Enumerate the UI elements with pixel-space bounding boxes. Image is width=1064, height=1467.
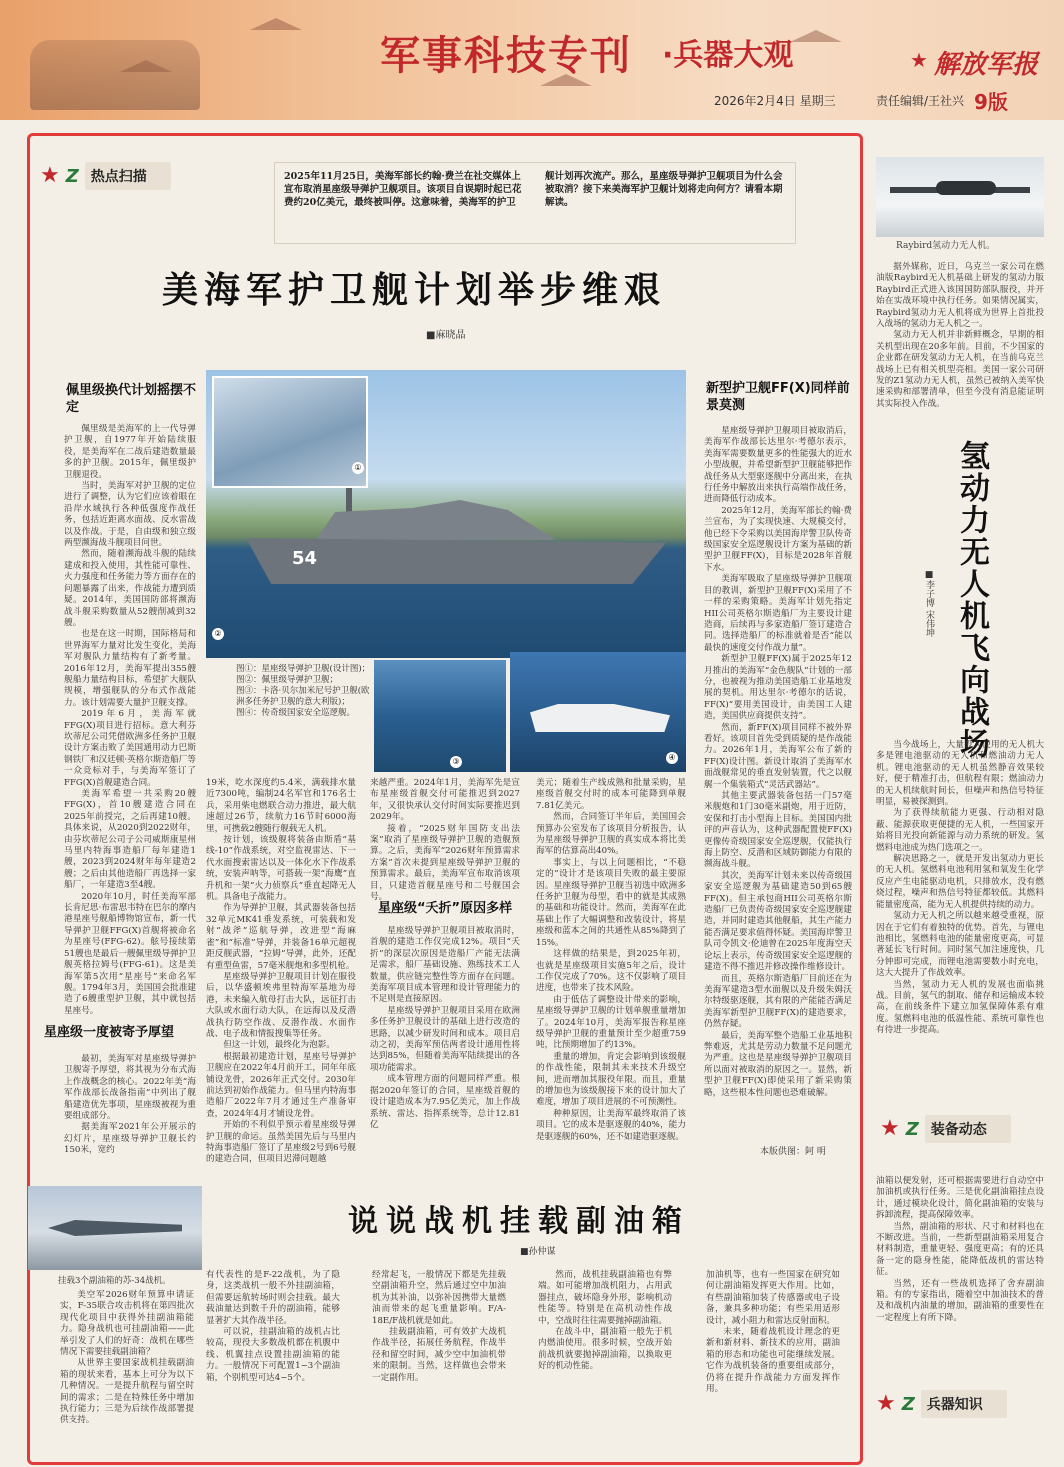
paragraph: 19米，吃水深度约5.4米，满载排水量近7300吨，编制24名军官和176名士兵，采用柴电燃联合动力推进，最大航速超过26节，续航力16节时6000海里，可携载2艘随行舰载无人机。 [206,778,356,834]
paragraph: 油箱以便发射，还可根据需要进行自动空中加油机或执行任务。三是优化副油箱挂点设计，通过模块化设计，简化副油箱的安装与拆卸流程，提高保障效率。 [876,1176,1044,1221]
paragraph: 然而，战机挂载副油箱也有弊端。如可能增加战机阻力，占用武器挂点，破坏隐身外形，影响机动性能等。特别是在高机动性作战中，空战时往往需要抛掉副油箱。 [538,1270,672,1326]
bottom-photo-caption: 挂载3个副油箱的苏-34战机。 [58,1276,171,1286]
paragraph: 当然，氢动力无人机的发展也面临挑战。目前，氢气的制取、储存和运输成本较高，在前线条件下建立加氢保障体系有难度。氢燃料电池的低温性能、系统可靠性也有待进一步提高。 [876,979,1044,1036]
column-3 [370,778,520,903]
z-logo-icon: Z [901,1393,915,1415]
photo-number-1: ① [352,462,364,474]
paragraph: 美海军吸取了星座级导弹护卫舰项目的教训，新型护卫舰FF(X)采用了不一样的采购策略。美海军计划先指定HII公司英格尔斯造船厂为主要设计建造商，后续再与多家造船厂签订建造合同。选择造船厂的标准就着是否“能以最快的速度交付作战力量”。 [704,574,852,653]
section-tag-label: 热点扫描 [85,162,171,190]
paragraph: 从世界主要国家战机挂载副油箱的现状来看，基本上可分为以下几种情况。一是提升航程与留空时间的需求；二是在特殊任务中增加执行能力；三是为后续作战部署提供支持。 [60,1358,194,1426]
bottom-column-2 [206,1270,340,1460]
jet-silhouette [790,30,842,42]
paragraph: 作为导弹护卫舰，其武器装备包括32单元MK41垂发系统，可装载和发射“战斧”巡航导弹，改进型“海麻雀”和“标准”导弹，并装备16单元超视距反舰武器，“拉姆”导弹，此外，还配有重型鱼雷，57毫米舰炮和多型机枪。 [206,903,356,971]
drone-body [936,181,996,195]
paragraph: 挂载副油箱，可有效扩大战机作战半径，拓展任务航程，作战半径和留空时间，减少空中加油机带来的限制。当然，这样做也会带来一定副作用。 [372,1327,506,1383]
cutter-hull [530,704,670,732]
star-icon: ★ [880,1116,900,1141]
paragraph: 其次，美海军计划未来以传奇级国家安全巡逻舰为基础建造50到65艘FF(X)。但主承包商HII公司英格尔斯造船厂已负责传奇级国家安全巡逻舰建造，并同时建造其他舰船，其生产能力能否满足要求值得怀疑。美国海岸警卫队司令凯文·伦迪曾在2025年度海空天论坛上表示，传奇级国家安全巡逻舰的建造不得不推迟并修改操作维修设计。 [704,870,852,973]
masthead-subtitle: ·兵器大观 [662,38,794,73]
subheading-constellation: 星座级一度被寄予厚望 [44,1025,175,1040]
lead-box [274,162,796,244]
caption-line: 图②：佩里级导弹护卫舰； [236,675,339,685]
photo-bergamini-frigate [374,660,506,772]
paragraph: 然而，合同签订半年后，美国国会预算办公室发布了该项目分析报告，认为星座级导弹护卫舰的真实成本将比美海军的估算高出40%。 [536,812,686,857]
caption-line: 图④：传奇级国家安全巡逻舰。 [236,708,356,718]
paragraph: 根据最初建造计划，星座号导弹护卫舰应在2022年4月前开工，同年年底铺设龙骨，2026年正式交付。2030年前达到初始作战能力。但马里内特海事造船厂2022年7月才通过生产准备审查，2024年4月才铺设龙骨。 [206,1051,356,1119]
bottom-right-column [876,1176,1044,1382]
paragraph: 当然，副油箱的形状、尺寸和材料也在不断改进。当前，一些新型副油箱采用复合材料制造，重量更轻、强度更高；有的还具备一定的隐身性能，能降低战机的雷达特征。 [876,1221,1044,1278]
caption-line: 图③：卡洛·贝尔加米尼号护卫舰(欧洲多任务护卫舰的意大利版)； [236,686,370,707]
paragraph: 2019年6月，美海军就FFG(X)项目进行招标。意大利芬坎蒂尼公司凭借欧洲多任务护卫舰设计方案击败了美国通用动力巴斯钢铁厂和汉廷顿·英格尔斯造船厂等一众竞标对手，与美海军签订了FFG(X)首舰建造合同。 [64,709,196,788]
paragraph: 星座级导弹护卫舰项目被取消后，美海军作战部长达里尔·考德尔表示，美海军需要数量更多的性能强大的近水小型战舰，并希望新型护卫舰能够把作战任务从大型驱逐舰中分离出来，在执行任务中解放出来执行高端作战任务，进而降低行动成本。 [704,426,852,505]
column-3b [370,926,520,1154]
paragraph: 美海军希望一共采购20艘FFG(X)，首10艘建造合同在2025年前授完，之后再建10艘。具体来说，从2020到2022财年，由芬坎蒂尼公司子公司威斯康星州马里内特海事造船厂每年建造1艘，2023到2024财年每年建造2艘；之后由其他造船厂再选择一家船厂，一年建造3至4艘。 [64,789,196,891]
paragraph: 星座级导弹护卫舰项目计划在服役后，以华盛顿埃弗里特海军基地为母港，未来编入航母打击大队，远征打击大队或水面行动大队，在远海以及反潜战执行防空作战、反潜作战、水面作战、电子战和情报搜集等任务。 [206,971,356,1039]
paragraph: 按计划，该级舰将装备由斯盾“基线-10”作战系统，对空监视雷达、下一代水面搜索雷达以及一体化水下作战系统，安装声呐等，可搭载一架“海鹰”直升机和一架“火力侦察兵”垂直起降无人机。具备电子战能力。 [206,835,356,903]
paragraph: 接着，“2025财年国防支出法案”取消了星座级导弹护卫舰的造舰预算。之后，美海军“2026财年预算需求方案”首次未提到星座级导弹护卫舰的预算需求。最后，美海军宣布取消该项目，只建造首舰星座号和二号舰国会号。 [370,823,520,903]
section-tag-equipment [880,1115,1011,1143]
section-tag-hot [40,162,171,190]
issue-date: 2026年2月4日 星期三 [714,94,836,108]
paragraph: 但这一计划，最终化为泡影。 [223,1040,335,1051]
paragraph: 然而，随着濒海战斗舰的陆续建成和投入使用，其性能可靠性、火力强度和任务能力等方面存在的问题暴露了出来，作战能力遭到质疑。2014年，美国国防部将濒海战斗舰采购数量从52艘削减到32艘。 [64,549,196,628]
paragraph: 然而，新FF(X)项目同样不被外界看好。该项目首先受到质疑的是作战能力。2026年1月，美海军公布了新的FF(X)设计图。新设计取消了美海军水面战舰常见的垂直发射装置，代之以舰艉一个集装箱式“灵活武器站”。 [704,722,852,790]
paragraph: 解决思路之一，就是开发出氢动力更长的无人机。氢燃料电池利用氢和氧发生化学反应产生电能驱动电机，只排放水，没有燃烧过程，噪声和热信号特征都较低。其燃料能量密度高，能为无人机提供持续的动力。 [876,854,1044,910]
paragraph: 成本管理方面的问题同样严重。根据2020年签订的合同，星座级首舰的设计建造成本为7.95亿美元，加上作战系统、雷达、指挥系统等，总计12.81亿 [370,1074,520,1130]
section-tag-label: 兵器知识 [921,1390,1007,1418]
paragraph: 可以说，挂副油箱的战机占比较高，现役大多数战机都在机腹中线、机翼挂点设置挂副油箱的能力。一般情况下可配置1~3个副油箱，个别机型可达4~5个。 [206,1327,340,1383]
paragraph: 星座级导弹护卫舰项目采用在欧洲多任务护卫舰设计的基础上进行改造的思路，以减少研发时间和成本。项目启动之初，美海军预估两者设计通用性将达到85%，但随着美海军陆续提出的各项功能需求。 [370,1005,520,1073]
paragraph: 而且，英格尔斯造船厂目前还在为美海军建造3型水面舰以及升级朱姆沃尔特级驱逐舰，其有限的产能能否满足美海军新型护卫舰FF(X)的建造要求，仍然存疑。 [704,973,852,1030]
paragraph: 为了获得续航能力更强、行动相对隐蔽、能源获取更便捷的无人机，一些国家开始将目光投向新能源与动力系统的研发。氢燃料电池成为热门选项之一。 [876,808,1044,853]
jet-fuselage [48,1220,182,1236]
paragraph: 其他主要武器装备包括一门57毫米舰炮和1门30毫米副炮，用于近防，安保和打击小型海上目标。美国国内批评的声音认为，这种武器配置使FF(X)更像传奇级国家安全巡逻舰，仅能执行海上防空、反潜和区域防御能力有限的濒海战斗舰。 [704,791,852,870]
z-logo-icon: Z [905,1118,919,1140]
lead-paragraph: 2025年11月25日，美海军部长约翰·费兰在社交媒体上宣布取消星座级导弹护卫舰项目。该项目自误期时起已花费约20亿美元，最终被叫停。这意味着，美海军的护卫舰计划再次流产。那么，星座级导弹护卫舰项目为什么会被取消？接下来美海军护卫舰计划将走向何方？请看本期解读。 [284,171,783,208]
paragraph: 重量的增加，肯定会影响到该级舰的作战性能，限制其未来技术升级空间，进而增加其服役年限。而且，重量的增加也为该级舰接下来的设计加大了难度，增加了项目进展的不可预测性。 [536,1051,686,1108]
editor-credit: 责任编辑/王社兴 [876,94,965,108]
caption-line: 图①：星座级导弹护卫舰(设计图)； [236,664,371,674]
sidebar-mid-text [876,740,1044,1104]
paragraph: 在战斗中，副油箱一般先于机内燃油使用。很多时候，空战开始前战机就要抛掉副油箱，以换取更好的机动性能。 [538,1327,672,1372]
bottom-headline: 说说战机挂载副油箱 [348,1204,690,1239]
paragraph: 开始的不利似乎预示着星座级导弹护卫舰的命运。虽然美国先后与马里内特海事造船厂签订了星座级2号到6号舰的建造合同，但项目迟滞问题越 [206,1120,356,1165]
sidebar-photo-caption: Raybird氢动力无人机。 [896,241,996,251]
paragraph: 据外媒称，近日，乌克兰一家公司在燃油版Raybird无人机基础上研发的氢动力版Raybird正式进入该国国防部队服役，并开始在实战环境中执行任务。如果情况属实，Raybird氢动力无人机将成为世界上首批投入战场的氢动力无人机之一。 [876,262,1044,330]
paragraph: 经常起飞，一般情况下都是先挂载空副油箱升空，然后通过空中加油机为其补油，以弥补因携带大量燃油而带来的起飞重量影响。F/A-18E/F战机就是如此。 [372,1270,506,1326]
bottom-byline: ■孙仲谋 [520,1247,556,1257]
paragraph: 来越严重。2024年1月，美海军先是宣布星座级首舰交付可能推迟到2027年，又很快承认交付时间实际要推迟到2029年。 [370,778,520,823]
sidebar-byline: ■李子博 宋伟坤 [924,570,934,637]
paragraph: 加油机等，也有一些国家在研究如何让副油箱发挥更大作用。比如，有些副油箱加装了传感器或电子设备，兼具多种功能；有些采用适形设计，减小阻力和雷达反射面积。 [706,1270,840,1326]
column-5 [704,426,852,1144]
photo-credit: 本版供图：阿 明 [760,1147,826,1157]
paragraph: 当时，美海军对护卫舰的定位进行了调整，认为它们应该着眼在沿岸水域执行各种低强度作战任务，包括近距离水面战、反水雷战以及作战。于是，自由级和独立级两型濒海战斗舰项目问世。 [64,481,196,549]
paragraph: 未来，随着战机设计理念的更新和新材料、新技术的应用，副油箱的形态和功能也可能继续发展。它作为战机装备的重要组成部分，仍将在提升作战能力方面发挥作用。 [706,1327,840,1395]
logo-star-icon: ★ [910,48,928,72]
section-tag-knowledge [876,1390,1007,1418]
column-1b [64,1054,196,1154]
paragraph: 美空军2026财年预算申请证实，F-35联合攻击机将在第四批次现代化项目中获得外挂副油箱能力。隐身战机也可挂副油箱——此举引发了人们的好奇：战机在哪些情况下需要挂载副油箱？ [60,1290,194,1358]
hull-number: 54 [292,548,318,569]
paragraph: 氢动力无人机并非新鲜概念，早期的相关机型出现在20多年前。目前，不少国家的企业都在研发氢动力无人机，在当前乌克兰战场上已有相关机型亮相。美国一家公司研发的Z1氢动力无人机，虽然已被纳入美军快速采购和部署清单，但至今没有消息能证明其实际投入作战。 [876,330,1044,409]
subheading-ffx: 新型护卫舰FF(X)同样前景莫测 [706,381,850,413]
paragraph: 事实上，与以上问题相比，“不稳定的”设计才是该项目失败的最主要原因。星座级导弹护卫舰当初选中欧洲多任务护卫舰为母型，看中的就是其成熟的基础和功能设计。然而，美海军在此基础上作了大幅调整和改装设计，将星座级和蓝本之间的共通性从85%降到了15%。 [536,857,686,948]
bottom-column-3 [372,1270,506,1460]
photo-raybird-drone [876,157,1044,237]
paragraph: 佩里级是美海军的上一代导弹护卫舰，自1977年开始陆续服役，是美海军在二战后建造数量最多的护卫舰。2015年，佩里级护卫舰退役。 [64,424,196,480]
paragraph: 最后，美海军整个造船工业基地积弊难返，尤其是劳动力数量不足问题尤为严重。这也是星座级导弹护卫舰项目所以面对被取消的原因之一。显然，新型护卫舰FF(X)即使采用了新采购策略，这些根本性问题也恐难破解。 [704,1030,852,1098]
page-number: 9版 [974,90,1008,114]
tank-silhouette [30,40,200,110]
column-4 [536,778,686,1154]
paragraph: 据美海军2021年公开展示的幻灯片，星座级导弹护卫舰长约150米，宽约 [64,1122,196,1156]
paragraph: 最初，美海军对星座级导弹护卫舰寄予厚望，将其视为分布式海上作战概念的核心。2022年美“海军作战部长战备指南”中列出了舰船建造优先事项，星座级被视为重要组成部分。 [64,1054,196,1122]
photo-number-2: ② [212,628,224,640]
paragraph: 星座级导弹护卫舰项目被取消时，首舰的建造工作仅完成12%。项目“夭折”的深层次原因是造船厂产能无法满足需求，船厂基础设施、熟练技术工人数量，供应链完整性等方面存在问题。美海军项目成本管理和设计管理能力的不足则是直接原因。 [370,926,520,1005]
bottom-column-1 [60,1290,194,1460]
subheading-perry: 佩里级换代计划摇摆不定 [66,383,197,415]
paragraph: 美元；随着生产线成熟和批量采购，星座级首舰交付时的成本可能降到单舰7.81亿美元。 [536,778,686,811]
article-headline: 美海军护卫舰计划举步维艰 [162,270,667,311]
masthead-title: 军事科技专刊 [380,33,632,79]
photo-su34-jet [28,1186,202,1270]
bottom-column-5 [706,1270,840,1460]
bottom-column-4 [538,1270,672,1460]
photo-constellation-render [212,376,368,488]
paragraph: 由于低估了调整设计带来的影响，星座级导弹护卫舰的计划单舰重量增加了。2024年10月，美海军报告称星座级导弹护卫舰的重量预计至少超重759吨，比预期增加了约13%。 [536,994,686,1051]
paragraph: 种种原因，让美海军最终取消了该项目。它的成本是驱逐舰的40%，能力是驱逐舰的60%，还不如建造驱逐舰。 [536,1108,686,1142]
photo-caption [236,664,372,719]
paragraph: 2020年10月，时任美海军部长肯尼思·布雷思韦特在巴尔的摩内港星座号舰船博物馆宣布，新一代导弹护卫舰FFG(X)首舰将被命名为星座号(FFG-62)。舷号接续第51艘也是最后一艘佩里级导弹护卫舰英格拉姆号(FFG-61)。这是美海军第5次用“星座号”来命名军舰。1794年3月，美国国会批准建造了6艘重型护卫舰，其中就包括星座号。 [64,891,196,1016]
newspaper-logo: 解放军报 [934,50,1039,80]
column-2 [206,778,356,1165]
column-1 [64,424,196,1020]
paragraph: 也是在这一时期，国际格局和世界海军力量对比发生变化，美海军对舰队力量结构有了新考量。2016年12月，美海军提出355艘舰船力量结构目标，希望扩大舰队规模，增强舰队的分布式作战能力。该计划需要大量护卫舰支撑。 [64,629,196,708]
paragraph: 氢动力无人机之所以越来越受重视，原因在于它们有着独特的优势。首先，与锂电池相比，氢燃料电池的能量密度更高，可显著延长飞行时间。同时氢气加注速度快，几分钟即可完成，而锂电池需要数小时充电，这大大提升了作战效率。 [876,911,1044,979]
star-icon: ★ [40,163,60,188]
star-icon: ★ [876,1391,896,1416]
paragraph: 这样做的结果是，到2025年初，也就是星座级项目实施5年之后，设计工作仅完成了70%。这不仅影响了项目进度，也带来了技术风险。 [536,949,686,994]
section-tag-label: 装备动态 [925,1115,1011,1143]
paragraph: 当然，还有一些战机选择了舍弃副油箱。有的专家指出，随着空中加油技术的普及和战机内油量的增加，副油箱的重要性在一定程度上有所下降。 [876,1278,1044,1323]
sidebar-top-text [876,262,1044,422]
paragraph: 当今战场上，大量投入使用的无人机大多是锂电池驱动的无人机和燃油动力无人机。锂电池驱动的无人机虽然静音效果较好，便于精准打击，但航程有限；燃油动力的无人机续航时间长，但噪声和热信号特征明显，易被探测到。 [876,740,1044,808]
subheading-failure: 星座级“夭折”原因多样 [378,901,513,916]
paragraph: 新型护卫舰FF(X)属于2025年12月推出的美海军“金色舰队”计划的一部分，也被视为推动美国造船工业基地发展的契机。用达里尔·考德尔的话说，FF(X)“要用美国设计，由美国工人建造，美国供应商提供支持”。 [704,654,852,722]
paragraph: 有代表性的是F-22战机，为了隐身，这类战机一般不外挂副油箱，但需要远航转场时则会挂载。最大载油量达到数千升的副油箱，能够显著扩大其作战半径。 [206,1270,340,1326]
photo-number-4: ④ [666,752,678,764]
article-byline: ■麻晓晶 [426,330,466,341]
z-logo-icon: Z [65,165,79,187]
sidebar-headline: 氢动力无人机飞向战场 [954,440,989,760]
ship-superstructure [316,500,556,540]
photo-number-3: ③ [450,756,462,768]
photo-legend-cutter [510,652,686,772]
paragraph: 2025年12月，美海军部长约翰·费兰宣布，为了实现快速、大规模交付，他已经下令采购以美国海岸警卫队传奇级国家安全巡逻舰设计方案为基础的新型护卫舰FF(X)，目标是2028年首舰下水。 [704,505,852,573]
jet-silhouette [250,18,302,30]
